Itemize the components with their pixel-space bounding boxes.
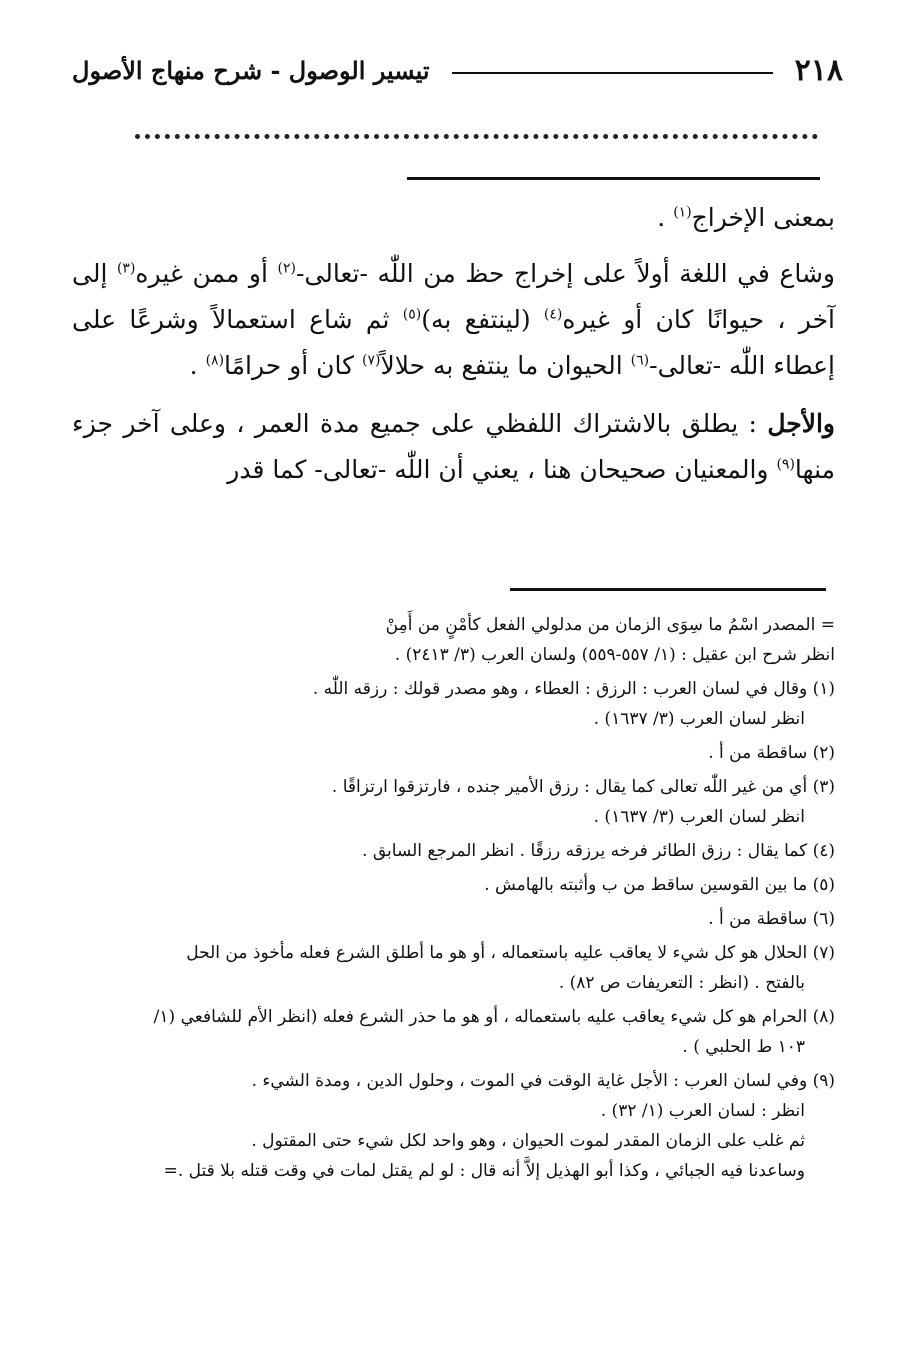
footnote-continuation bbox=[72, 610, 835, 670]
footnote-ref[interactable]: (١) bbox=[673, 204, 692, 221]
defined-term: والأجل bbox=[767, 409, 835, 438]
footnote-ref[interactable]: (٧) bbox=[361, 352, 381, 369]
book-title: تيسير الوصول - شرح منهاج الأصول bbox=[72, 56, 430, 85]
footnote-line: (١) وقال في لسان العرب : الرزق : العطاء ، وهو مصدر قولك : رزقه اللّٰه . bbox=[312, 679, 835, 699]
footnote-3 bbox=[72, 772, 835, 832]
footnote-line: (٩) وفي لسان العرب : الأجل غاية الوقت في الموت ، وحلول الدين ، ومدة الشيء . bbox=[251, 1071, 835, 1091]
text-span: بمعنى الإخراج bbox=[691, 203, 835, 232]
footnote-line: انظر : لسان العرب (١/ ٣٢) . bbox=[600, 1101, 805, 1121]
footnote-6 bbox=[72, 904, 835, 934]
footnote-line: (٧) الحلال هو كل شيء لا يعاقب عليه باستعماله ، أو هو ما أطلق الشرع فعله مأخوذ من الحل bbox=[186, 943, 835, 963]
footnote-9 bbox=[72, 1066, 835, 1186]
paragraph-3 bbox=[72, 401, 835, 493]
footnote-line: وساعدنا فيه الجبائي ، وكذا أبو الهذيل إلاَّ أنه قال : لو لم يقتل لمات في وقت قتله بلا قتل .= bbox=[163, 1161, 805, 1181]
text-span: : يطلق بالاشتراك اللفظي على جميع مدة العمر ، وعلى آخر جزء منها bbox=[72, 409, 835, 484]
paragraph-2 bbox=[72, 251, 835, 389]
text-span: أو ممن غيره bbox=[135, 259, 278, 288]
text-span: وشاع في اللغة أولاً على إخراج حظ من اللّٰه -تعالى- bbox=[295, 259, 835, 288]
paragraph-1 bbox=[72, 195, 835, 241]
footnote-line: انظر لسان العرب (٣/ ١٦٣٧) . bbox=[593, 709, 805, 729]
footnote-rule bbox=[510, 588, 826, 591]
text-span: ثم شاع استعمالاً وشرعًا على إعطاء اللّٰه -تعالى- bbox=[72, 305, 835, 380]
running-header bbox=[72, 48, 843, 94]
footnote-4 bbox=[72, 836, 835, 866]
footnote-5 bbox=[72, 870, 835, 900]
footnote-ref[interactable]: (٨) bbox=[205, 352, 225, 369]
footnote-ref[interactable]: (٤) bbox=[543, 306, 563, 323]
footnote-line: انظر لسان العرب (٣/ ١٦٣٧) . bbox=[593, 807, 805, 827]
footnote-2 bbox=[72, 738, 835, 768]
page-number: ٢١٨ bbox=[794, 53, 843, 88]
header-rule bbox=[452, 72, 773, 74]
main-text bbox=[72, 195, 835, 493]
footnote-8 bbox=[72, 1002, 835, 1062]
footnote-ref[interactable]: (٥) bbox=[402, 306, 422, 323]
text-span: الحيوان ما ينتفع به حلالاً bbox=[380, 351, 631, 380]
text-span: . bbox=[657, 203, 674, 232]
footnote-ref[interactable]: (٣) bbox=[116, 260, 136, 277]
footnote-line: انظر شرح ابن عقيل : (١/ ٥٥٧-٥٥٩) ولسان العرب (٣/ ٢٤١٣) . bbox=[394, 645, 835, 665]
text-span: . bbox=[189, 351, 206, 380]
dotted-separator bbox=[135, 134, 818, 139]
text-span: إلى آخر ، حيوانًا كان أو غيره bbox=[72, 259, 835, 334]
footnote-line: (٢) ساقطة من أ . bbox=[708, 743, 835, 763]
footnote-line: = المصدر اسْمُ ما سِوَى الزمان من مدلولي الفعل كأمْنٍ من أَمِنْ bbox=[385, 615, 835, 635]
footnote-ref[interactable]: (٩) bbox=[776, 456, 795, 473]
footnote-line: بالفتح . (انظر : التعريفات ص ٨٢) . bbox=[558, 973, 805, 993]
top-rule bbox=[407, 177, 820, 180]
footnote-line: (٥) ما بين القوسين ساقط من ب وأثبته بالهامش . bbox=[484, 875, 835, 895]
footnote-line: (٦) ساقطة من أ . bbox=[708, 909, 835, 929]
footnote-line: (٣) أي من غير اللّٰه تعالى كما يقال : رزق الأمير جنده ، فارتزقوا ارتزاقًا . bbox=[331, 777, 835, 797]
footnote-ref[interactable]: (٢) bbox=[277, 260, 296, 277]
text-span: (لينتفع به) bbox=[421, 305, 544, 334]
footnote-7 bbox=[72, 938, 835, 998]
footnote-1 bbox=[72, 674, 835, 734]
footnote-line: ١٠٣ ط الحلبي ) . bbox=[682, 1037, 805, 1057]
text-span: كان أو حرامًا bbox=[224, 351, 362, 380]
footnotes bbox=[72, 610, 835, 1190]
footnote-ref[interactable]: (٦) bbox=[630, 352, 650, 369]
footnote-line: (٤) كما يقال : رزق الطائر فرخه يرزقه رزقًا . انظر المرجع السابق . bbox=[362, 841, 835, 861]
footnote-line: (٨) الحرام هو كل شيء يعاقب عليه باستعماله ، أو هو ما حذر الشرع فعله (انظر الأم للشافعي (١/ bbox=[153, 1007, 835, 1027]
text-span: والمعنيان صحيحان هنا ، يعني أن اللّٰه -تعالى- كما قدر bbox=[227, 455, 777, 484]
footnote-line: ثم غلب على الزمان المقدر لموت الحيوان ، وهو واحد لكل شيء حتى المقتول . bbox=[251, 1131, 805, 1151]
